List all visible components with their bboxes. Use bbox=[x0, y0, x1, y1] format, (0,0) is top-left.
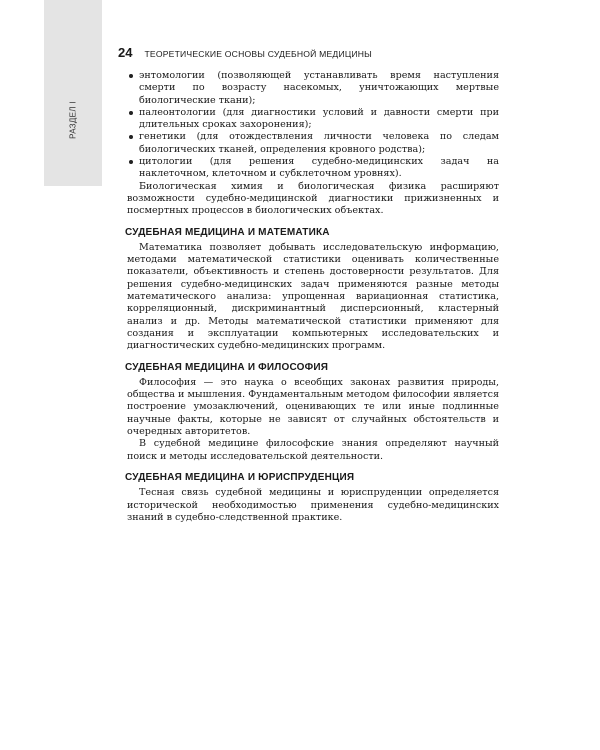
bullet-list bbox=[127, 70, 499, 181]
bullet-item-entomology: энтомологии (позволяющей устанавливать время наступления смерти по возрасту насекомых, уничтожающих мертвые биологические ткани); bbox=[127, 70, 499, 107]
page-number: 24 bbox=[118, 45, 133, 60]
running-head: ТЕОРЕТИЧЕСКИЕ ОСНОВЫ СУДЕБНОЙ МЕДИЦИНЫ bbox=[144, 49, 372, 59]
heading-philosophy: СУДЕБНАЯ МЕДИЦИНА И ФИЛОСОФИЯ bbox=[125, 361, 329, 373]
heading-mathematics: СУДЕБНАЯ МЕДИЦИНА И МАТЕМАТИКА bbox=[125, 226, 330, 238]
bullet-item-paleontology: палеонтологии (для диагностики условий и давности смерти при длительных сроках захоронения); bbox=[127, 107, 499, 132]
paragraph-jurisprudence: Тесная связь судебной медицины и юриспруденции определяется исторической необходимостью применения судебно-медицинских знаний в судебно-следственной практике. bbox=[127, 487, 499, 523]
paragraph-mathematics: Математика позволяет добывать исследовательскую информацию, методами математической статистики оценивать количественные показатели, объективность и степень достоверности результатов. Для решения судебно-медицинских задач применяются разные методы математического анализа: упрощенная вариационная статистика, корреляционный, дискриминантный дисперсионный, кластерный анализ и др. Методы математической статистики применяют для создания и эксплуатации компьютерных исследовательских и диагностических судебно-медицинских программ. bbox=[127, 241, 499, 352]
paragraph-philosophy-1: Философия — это наука о всеобщих законах развития природы, общества и мышления. Фундаментальным методом философии является построение умозаключений, оценивающих те или иные подлинные научные факты, которые не зависят от случайных обстоятельств и очередных авторитетов. bbox=[127, 376, 499, 438]
section-side-tab bbox=[44, 0, 102, 186]
section-tab-label: РАЗДЕЛ I bbox=[68, 101, 78, 139]
page-body bbox=[127, 70, 499, 524]
paragraph-philosophy-2: В судебной медицине философские знания определяют научный поиск и методы исследовательской деятельности. bbox=[127, 438, 499, 462]
heading-jurisprudence: СУДЕБНАЯ МЕДИЦИНА И ЮРИСПРУДЕНЦИЯ bbox=[125, 471, 355, 483]
bullet-item-cytology: цитологии (для решения судебно-медицинских задач на наклеточном, клеточном и субклеточном уровнях). bbox=[127, 156, 499, 181]
page-header bbox=[118, 45, 506, 60]
intro-paragraph: Биологическая химия и биологическая физика расширяют возможности судебно-медицинской диагностики прижизненных и посмертных процессов в биологических объектах. bbox=[127, 180, 499, 217]
bullet-item-genetics: генетики (для отождествления личности человека по следам биологических тканей, определения кровного родства); bbox=[127, 131, 499, 156]
